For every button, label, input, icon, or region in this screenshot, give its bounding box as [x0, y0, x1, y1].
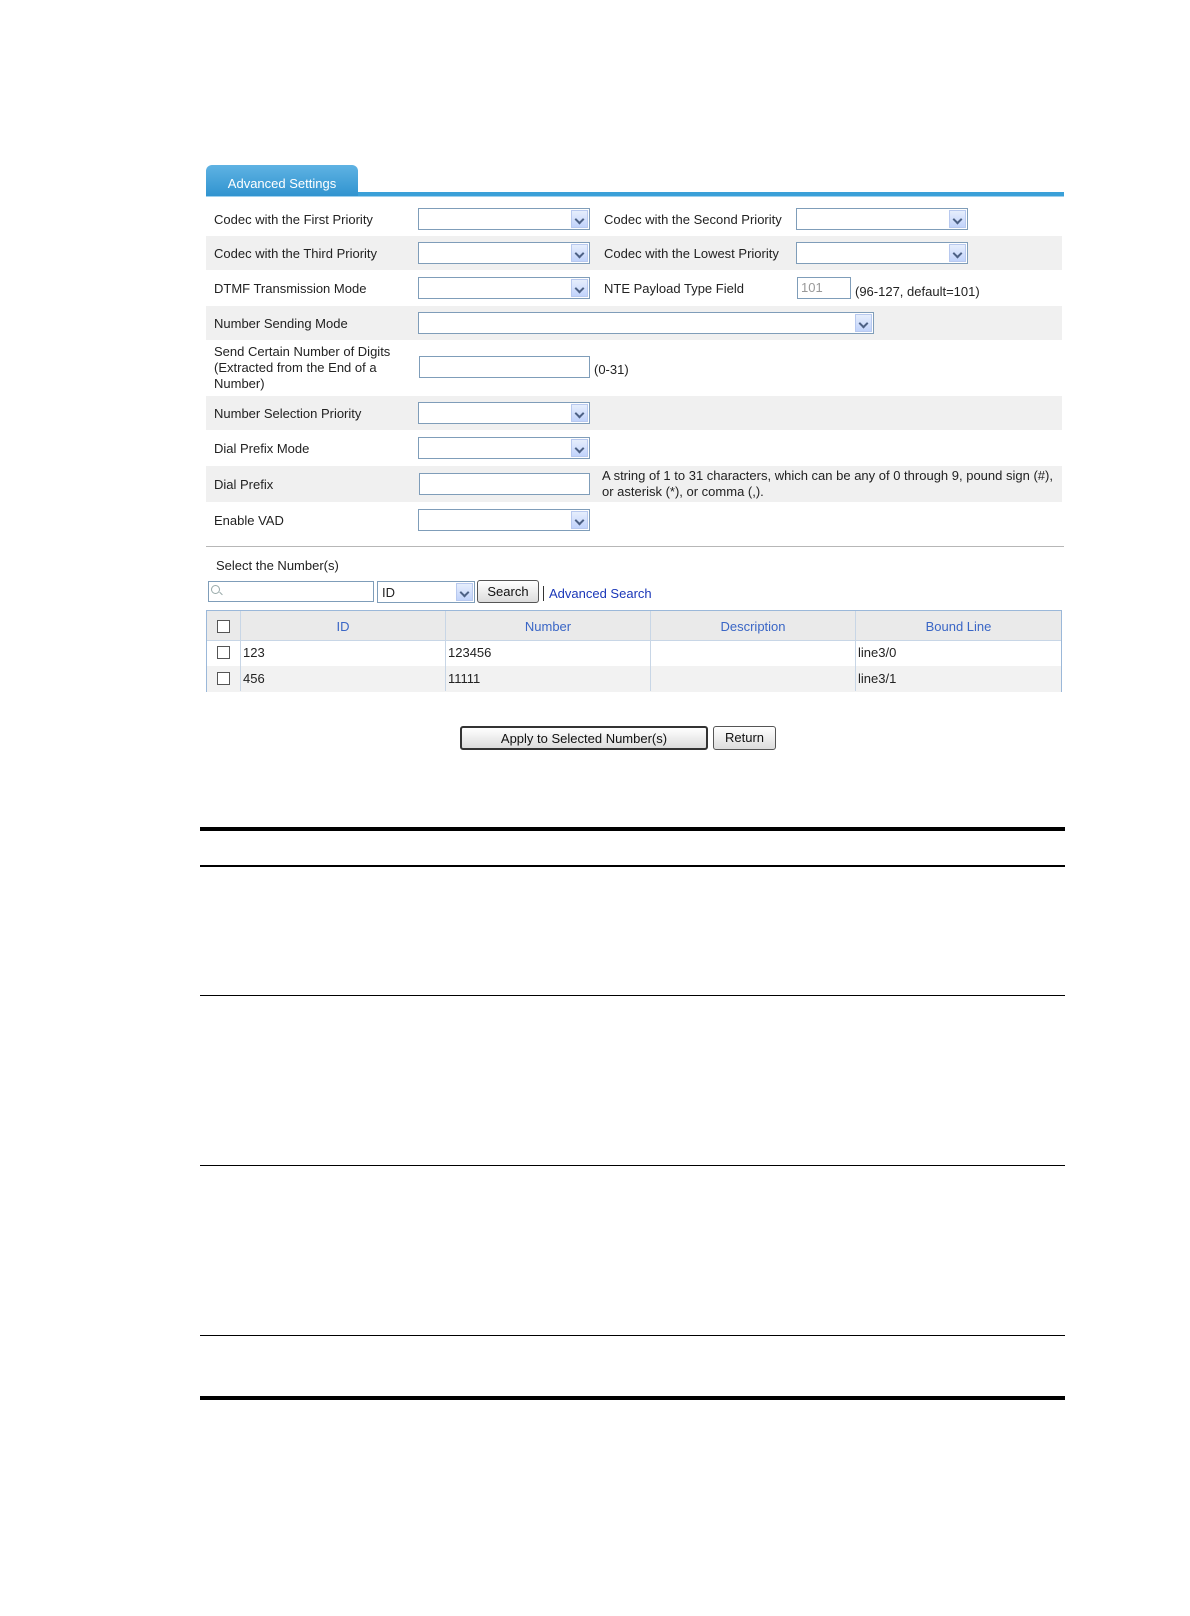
send-digits-label-line1: Send Certain Number of Digits — [214, 344, 391, 359]
link-separator — [543, 586, 544, 601]
dtmf-label: DTMF Transmission Mode — [214, 281, 367, 296]
cell-bound-line: line3/1 — [858, 671, 897, 686]
form-row-dial-prefix-mode — [206, 430, 1062, 466]
column-divider — [445, 611, 446, 691]
select-numbers-title: Select the Number(s) — [216, 558, 339, 573]
number-selection-select[interactable] — [418, 402, 590, 424]
cell-number: 123456 — [448, 645, 492, 660]
dial-prefix-hint-line1: A string of 1 to 31 characters, which can be any of 0 through 9, pound sign (#), — [602, 468, 1053, 483]
chevron-down-icon — [571, 439, 588, 457]
dial-prefix-input[interactable] — [419, 473, 590, 495]
form-row-number-selection — [206, 396, 1062, 430]
doc-table-bottom-rule — [200, 1396, 1065, 1400]
chevron-down-icon — [571, 404, 588, 422]
cell-id: 456 — [243, 671, 265, 686]
search-field-value: ID — [382, 585, 395, 600]
codec-first-label: Codec with the First Priority — [214, 212, 373, 227]
tab-strip — [206, 165, 1064, 197]
row-checkbox[interactable] — [217, 672, 230, 685]
cell-id: 123 — [243, 645, 265, 660]
section-divider — [206, 546, 1064, 547]
chevron-down-icon — [949, 210, 966, 228]
search-input[interactable] — [208, 581, 374, 602]
column-header-description[interactable]: Description — [720, 619, 786, 634]
form-row-codec-2 — [206, 236, 1062, 270]
form-row-enable-vad — [206, 502, 1062, 538]
column-header-number[interactable]: Number — [524, 619, 572, 634]
apply-button[interactable]: Apply to Selected Number(s) — [460, 726, 708, 750]
form-row-codec-1 — [206, 202, 1062, 236]
column-divider — [240, 611, 241, 691]
codec-lowest-label: Codec with the Lowest Priority — [604, 246, 779, 261]
search-button[interactable]: Search — [477, 580, 539, 603]
enable-vad-label: Enable VAD — [214, 513, 284, 528]
doc-table-header-rule — [200, 865, 1065, 867]
chevron-down-icon — [571, 511, 588, 529]
numbers-table — [206, 610, 1062, 692]
chevron-down-icon — [855, 314, 872, 332]
enable-vad-select[interactable] — [418, 509, 590, 531]
codec-third-select[interactable] — [418, 242, 590, 264]
codec-lowest-select[interactable] — [796, 242, 968, 264]
tab-underline-light — [206, 196, 1064, 197]
return-button[interactable]: Return — [713, 726, 776, 750]
column-divider — [650, 611, 651, 691]
codec-second-select[interactable] — [796, 208, 968, 230]
cell-number: 11111 — [448, 671, 481, 686]
send-digits-label-line2: (Extracted from the End of a — [214, 360, 377, 375]
dtmf-select[interactable] — [418, 277, 590, 299]
form-row-dial-prefix — [206, 466, 1062, 502]
column-header-bound-line[interactable]: Bound Line — [925, 619, 992, 634]
nte-label: NTE Payload Type Field — [604, 281, 744, 296]
codec-first-select[interactable] — [418, 208, 590, 230]
chevron-down-icon — [571, 210, 588, 228]
cell-bound-line: line3/0 — [858, 645, 897, 660]
column-header-id[interactable]: ID — [336, 619, 350, 634]
dial-prefix-label: Dial Prefix — [214, 477, 274, 492]
nte-hint: (96-127, default=101) — [855, 284, 980, 299]
form-row-send-digits — [206, 340, 1062, 396]
chevron-down-icon — [571, 244, 588, 262]
table-header — [207, 611, 1061, 641]
form-row-dtmf — [206, 270, 1062, 306]
number-selection-label: Number Selection Priority — [214, 406, 362, 421]
search-field-select[interactable] — [377, 581, 475, 603]
search-icon — [211, 585, 220, 594]
doc-table-row-rule — [200, 1335, 1065, 1336]
column-divider — [855, 611, 856, 691]
send-digits-hint: (0-31) — [594, 362, 629, 377]
doc-table-top-rule — [200, 827, 1065, 831]
row-checkbox[interactable] — [217, 646, 230, 659]
codec-third-label: Codec with the Third Priority — [214, 246, 378, 261]
tab-advanced-settings[interactable]: Advanced Settings — [206, 165, 358, 197]
dial-prefix-mode-select[interactable] — [418, 437, 590, 459]
chevron-down-icon — [571, 279, 588, 297]
table-row[interactable] — [207, 640, 1061, 666]
table-row[interactable] — [207, 666, 1061, 692]
form-row-number-sending — [206, 306, 1062, 340]
number-sending-label: Number Sending Mode — [214, 316, 348, 331]
doc-table-row-rule — [200, 1165, 1065, 1166]
doc-table-row-rule — [200, 995, 1065, 996]
dial-prefix-mode-label: Dial Prefix Mode — [214, 441, 310, 456]
dial-prefix-hint-line2: or asterisk (*), or comma (,). — [602, 484, 764, 499]
send-digits-input[interactable] — [419, 356, 590, 378]
select-all-checkbox[interactable] — [217, 620, 230, 633]
codec-second-label: Codec with the Second Priority — [604, 212, 782, 227]
advanced-search-link[interactable]: Advanced Search — [549, 586, 652, 601]
send-digits-label-line3: Number) — [214, 376, 265, 391]
number-sending-select[interactable] — [418, 312, 874, 334]
chevron-down-icon — [456, 583, 473, 601]
nte-input[interactable]: 101 — [797, 277, 851, 299]
chevron-down-icon — [949, 244, 966, 262]
